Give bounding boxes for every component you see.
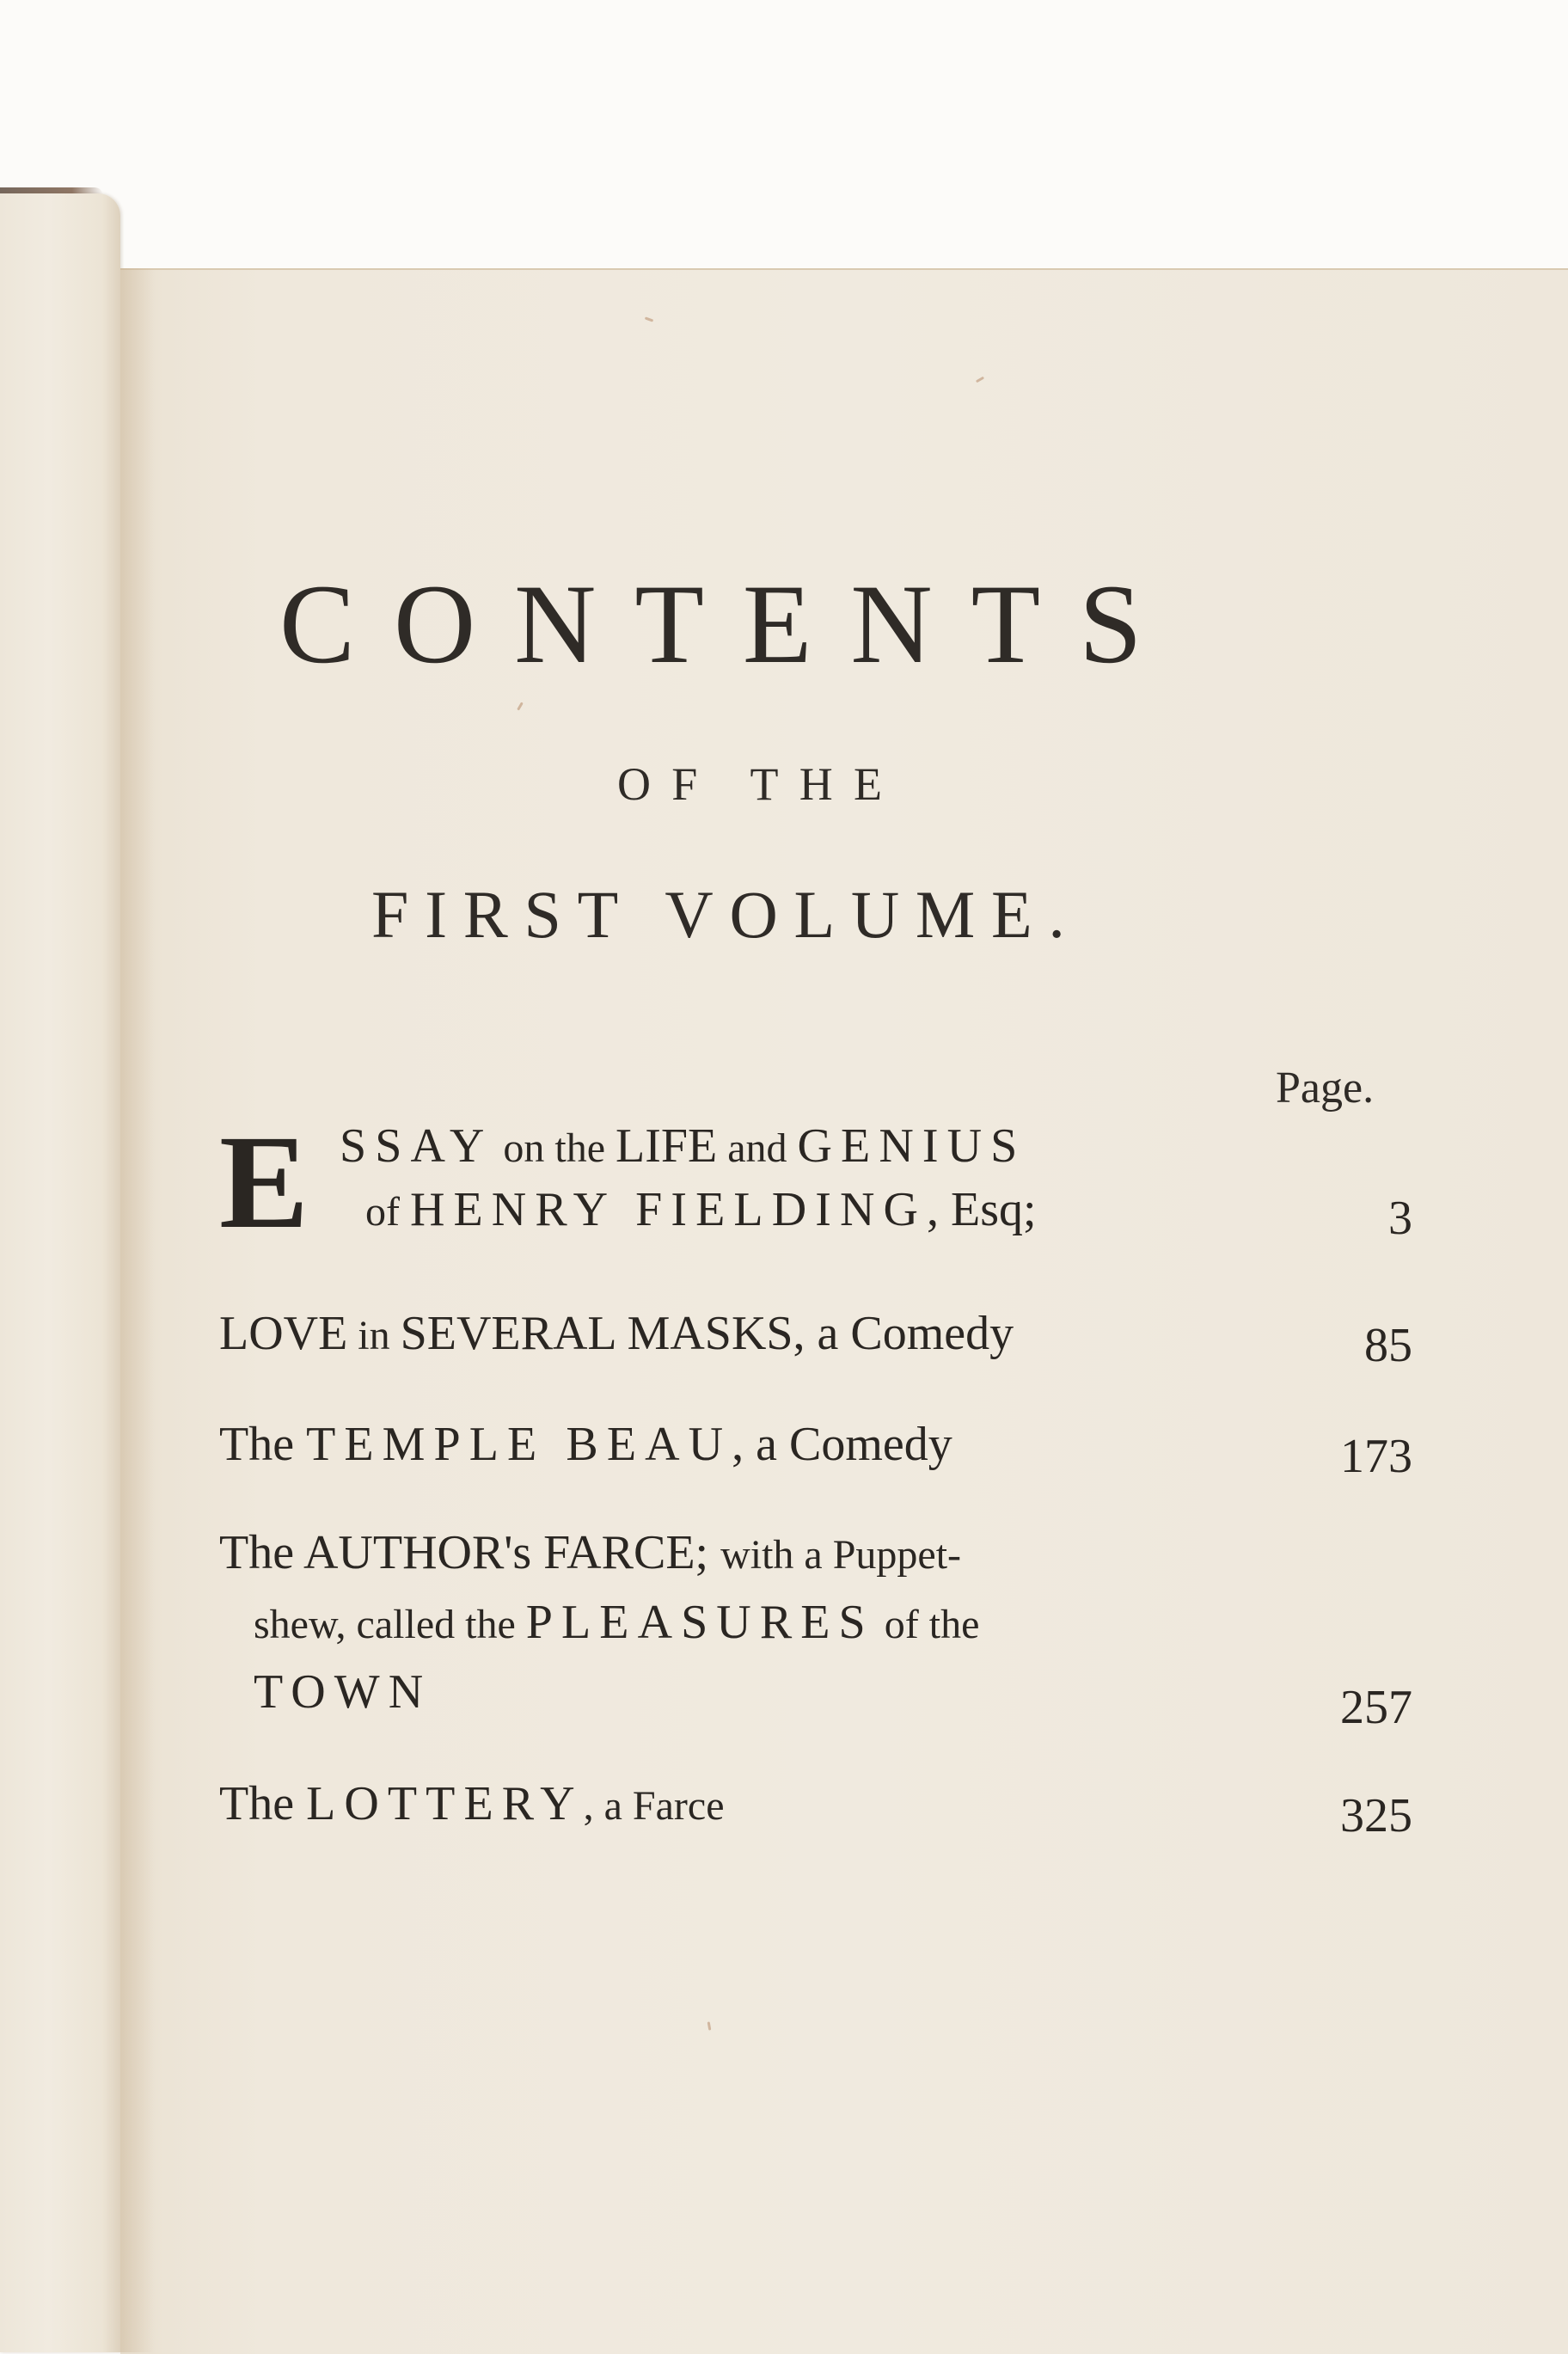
entry-line: shew, called the PLEASURES of the [254,1596,980,1649]
toc-entry-essay [219,1107,1423,1256]
page-number: 325 [1340,1789,1412,1842]
page-number: 257 [1340,1681,1412,1734]
subtitle-of-the: OF THE [617,758,903,810]
page-column-header: Page. [1276,1064,1375,1113]
toc-entry-love-in-several-masks: LOVE in SEVERAL MASKS, a Comedy 85 [219,1300,1423,1370]
entry-line: of HENRY FIELDING, Esq; [365,1183,1037,1236]
previous-page-leaf [0,193,120,2352]
entry-line: SSAY on the LIFE and GENIUS [340,1119,1026,1173]
table-of-contents [219,1107,1423,1842]
toc-entry-authors-farce [219,1519,1423,1734]
page-number: 173 [1340,1430,1412,1483]
page-number: 3 [1388,1192,1412,1245]
entry-line: TOWN [254,1665,432,1719]
entry-line: The AUTHOR's FARCE; with a Puppet- [219,1526,962,1579]
subtitle-first-volume: FIRST VOLUME. [371,877,1081,952]
toc-entry-lottery: The LOTTERY, a Farce 325 [219,1770,1423,1840]
page-number: 85 [1364,1319,1412,1372]
drop-cap: E [219,1107,309,1256]
toc-entry-temple-beau: The TEMPLE BEAU, a Comedy 173 [219,1411,1423,1478]
gutter-shadow [120,268,155,2352]
page-title: CONTENTS [279,561,1181,687]
